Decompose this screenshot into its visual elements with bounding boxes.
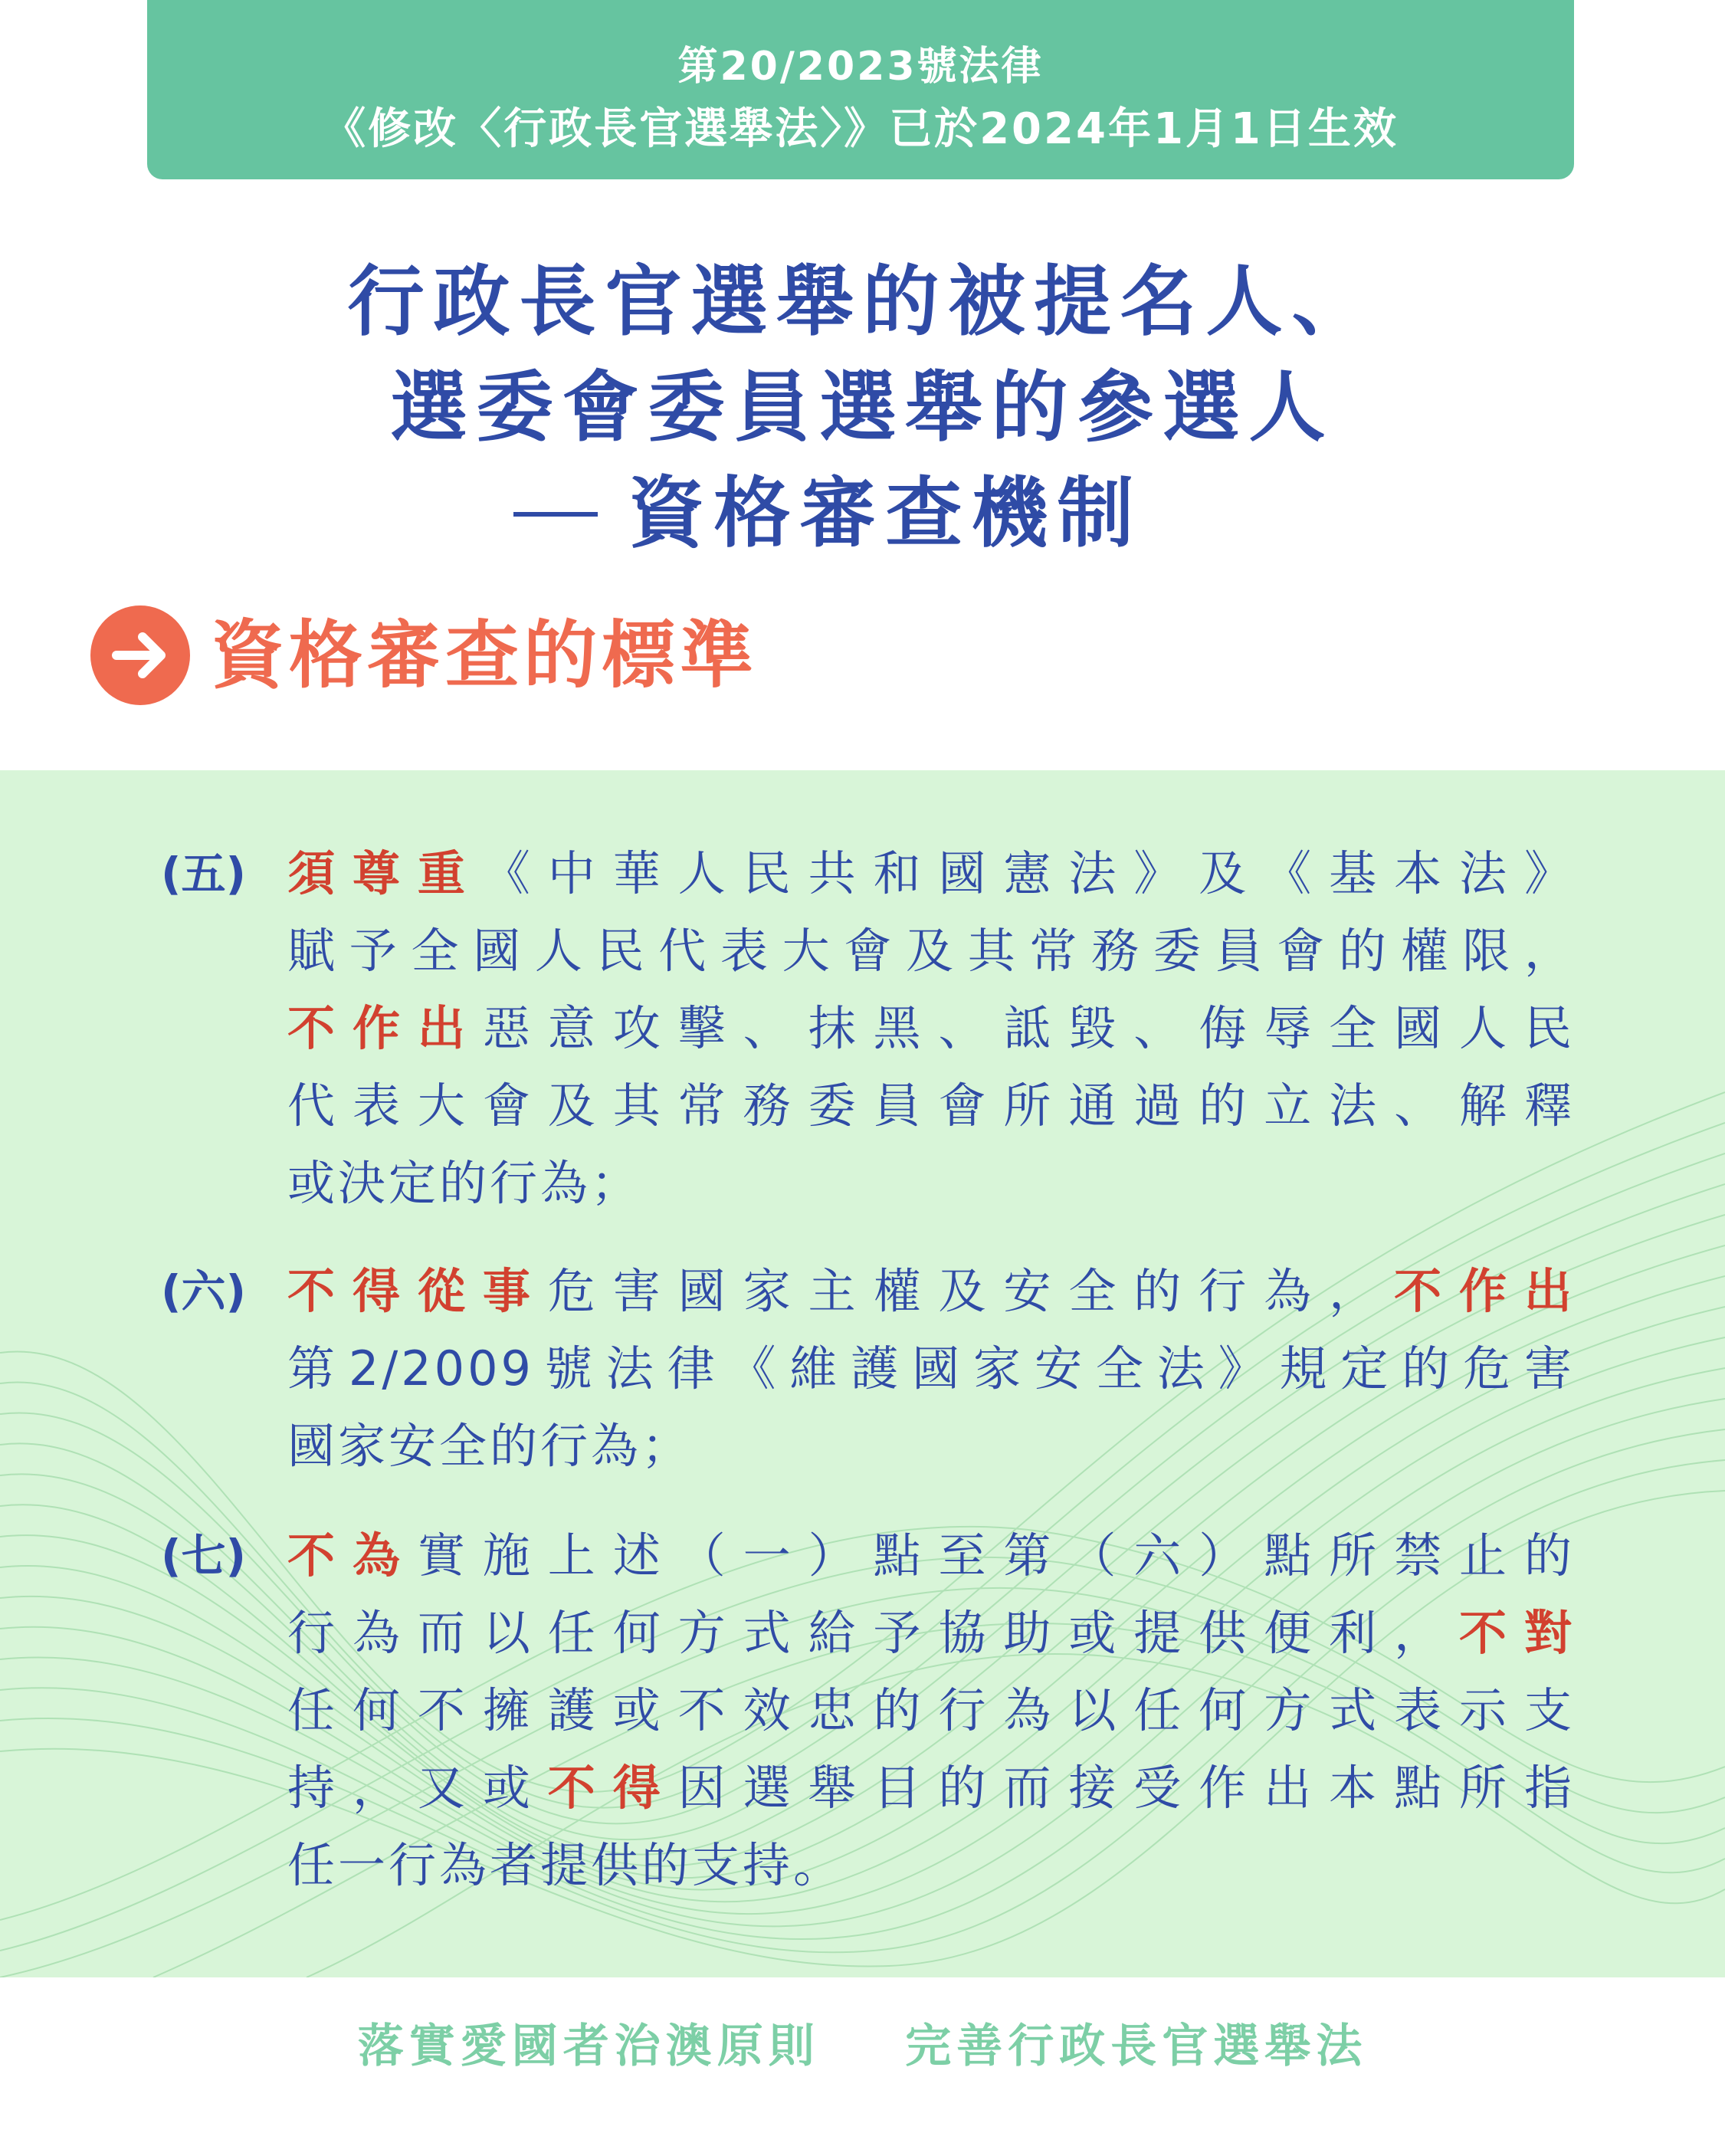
- clause-line: [287, 990, 1575, 1068]
- clause-line: [287, 1827, 1575, 1905]
- clause-text-segment: 惡意攻擊、抹黑、詆毀、侮辱全國人民: [482, 1000, 1575, 1056]
- clause-text-segment: 國家安全的行為；: [287, 1418, 693, 1474]
- clause-text-segment: 持，又或: [287, 1760, 548, 1816]
- clause-text-segment: 實施上述（一）點至第（六）點所禁止的: [417, 1528, 1575, 1583]
- highlight-text: 不得從事: [287, 1263, 548, 1319]
- page-title: [0, 249, 1725, 566]
- clause-number: (五): [161, 848, 247, 900]
- law-number: 第20/2023號法律: [677, 44, 1044, 90]
- highlight-text: 不作出: [1394, 1263, 1575, 1319]
- footer-slogan-right: 完善行政長官選舉法: [905, 2020, 1368, 2073]
- footer-slogan: [0, 2012, 1725, 2081]
- highlight-text: 不為: [287, 1528, 418, 1583]
- clause-text-segment: 任一行為者提供的支持。: [287, 1837, 844, 1893]
- title-dash: [513, 512, 598, 517]
- clause-text-segment: 因選舉目的而接受作出本點所指: [677, 1760, 1575, 1816]
- clause-text-segment: 危害國家主權及安全的行為，: [547, 1263, 1395, 1319]
- clause-line: [287, 1595, 1575, 1672]
- title-line-3: 資格審查機制: [628, 468, 1143, 558]
- clause-line: [287, 1672, 1575, 1750]
- law-banner: [147, 0, 1574, 179]
- clause-text-segment: 任何不擁護或不效忠的行為以任何方式表示支: [287, 1682, 1575, 1738]
- clause-number: (七): [161, 1530, 247, 1582]
- clause-line: [287, 1518, 1575, 1595]
- clause-text-segment: 《中華人民共和國憲法》及《基本法》: [482, 845, 1575, 901]
- clause-text-segment: 賦予全國人民代表大會及其常務委員會的權限，: [287, 923, 1575, 979]
- clause-number: (六): [161, 1265, 247, 1318]
- law-effective-note: 《修改〈行政長官選舉法〉》已於2024年1月1日生效: [323, 104, 1399, 154]
- clause-text-segment: 代表大會及其常務委員會所通過的立法、解釋: [287, 1078, 1575, 1134]
- clause-text-segment: 行為而以任何方式給予協助或提供便利，: [287, 1605, 1460, 1661]
- highlight-text: 須尊重: [287, 845, 483, 901]
- criteria-panel: [0, 770, 1725, 1977]
- clause-line: [287, 1331, 1575, 1408]
- clause-line: [287, 1068, 1575, 1145]
- clause-text: [287, 1518, 1575, 1905]
- highlight-text: 不得: [547, 1760, 678, 1816]
- title-line-1: 行政長官選舉的被提名人、: [347, 257, 1378, 346]
- clause-text-segment: 第2/2009號法律《維護國家安全法》規定的危害: [287, 1341, 1575, 1396]
- clause-text: [287, 835, 1575, 1222]
- clause-line: [287, 1253, 1575, 1331]
- clause-line: [287, 835, 1575, 913]
- title-line-2: 選委會委員選舉的參選人: [390, 363, 1335, 452]
- title-line-3-wrap: [0, 461, 1725, 566]
- clause-text-segment: 或決定的行為；: [287, 1155, 642, 1211]
- clause-line: [287, 913, 1575, 990]
- highlight-text: 不對: [1459, 1605, 1575, 1661]
- section-title: 資格審查的標準: [211, 612, 758, 698]
- clause-line: [287, 1145, 1575, 1222]
- clause-text: [287, 1253, 1575, 1485]
- footer-slogan-left: 落實愛國者治澳原則: [357, 2020, 820, 2073]
- clause-line: [287, 1750, 1575, 1827]
- arrow-right-icon: [90, 605, 190, 705]
- clause-line: [287, 1408, 1575, 1485]
- highlight-text: 不作出: [287, 1000, 483, 1056]
